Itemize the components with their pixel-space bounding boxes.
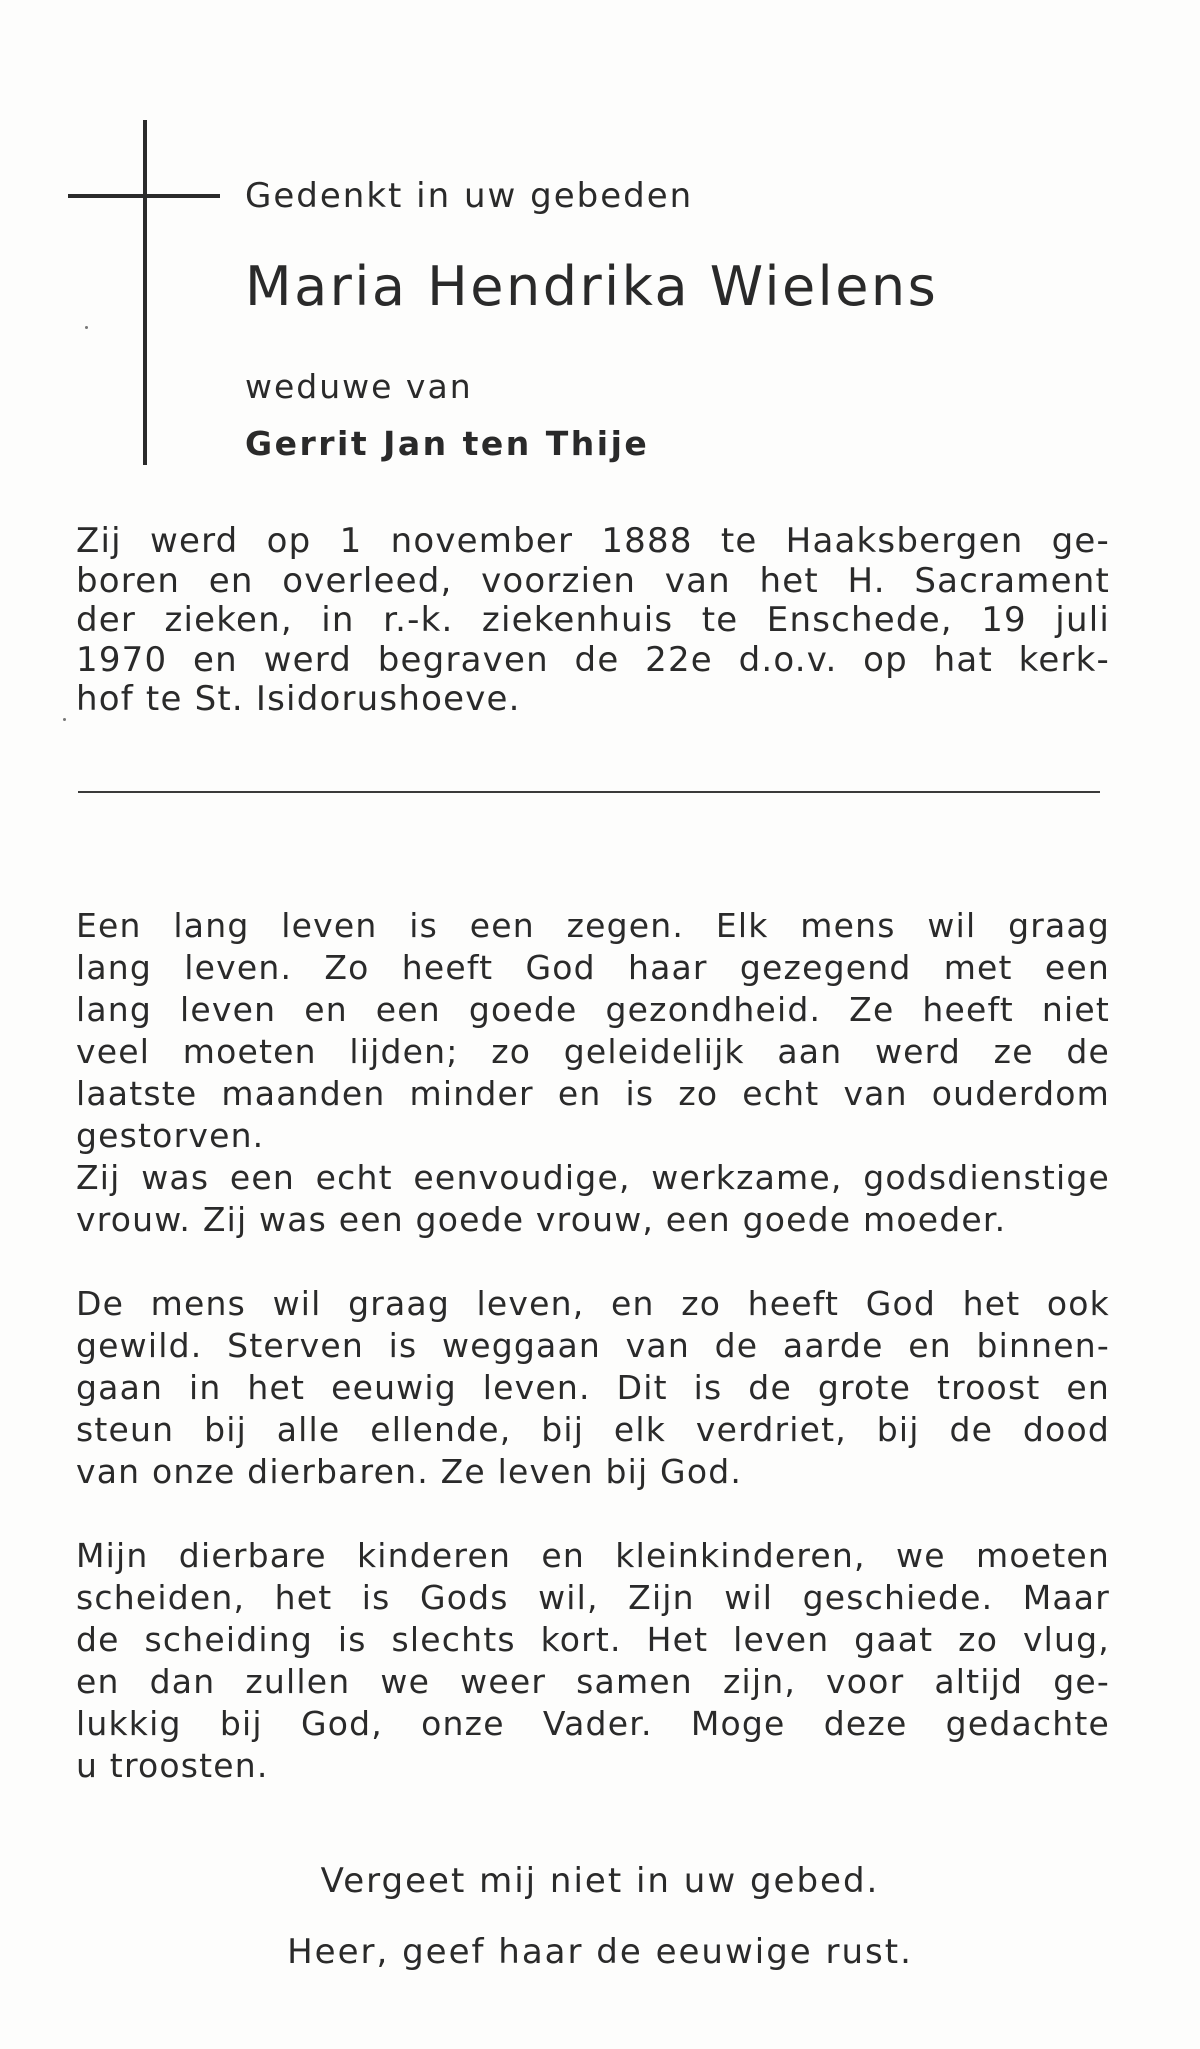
paragraph-line: vrouw. Zij was een goede vrouw, een goede moeder. xyxy=(76,1200,1007,1239)
closing-prayer-1: Vergeet mij niet in uw gebed. xyxy=(320,1861,880,1901)
cross-horizontal-bar xyxy=(68,194,220,198)
bio-line: 1970 en werd begraven de 22e d.o.v. op hat kerk- xyxy=(76,639,1110,680)
bio-line: boren en overleed, voorzien van het H. Sacrament xyxy=(76,560,1110,601)
widow-label: weduwe van xyxy=(245,367,473,406)
deceased-name: Maria Hendrika Wielens xyxy=(245,255,939,318)
paragraph-line: Een lang leven is een zegen. Elk mens wil graag xyxy=(76,906,1110,945)
paragraph-line: van onze dierbaren. Ze leven bij God. xyxy=(76,1452,743,1491)
paragraph-line: lang leven en een goede gezondheid. Ze heeft niet xyxy=(76,990,1110,1029)
bio-line: hof te St. Isidorushoeve. xyxy=(76,679,521,719)
paragraph-line: de scheiding is slechts kort. Het leven gaat zo vlug, xyxy=(76,1620,1110,1659)
bio-line: Zij werd op 1 november 1888 te Haaksbergen ge- xyxy=(76,521,1110,561)
paragraph-line: De mens wil graag leven, en zo heeft God het ook xyxy=(76,1284,1110,1323)
paragraph-line: Zij was een echt eenvoudige, werkzame, godsdienstige xyxy=(76,1158,1110,1197)
paragraph-line: gaan in het eeuwig leven. Dit is de grote troost en xyxy=(76,1368,1110,1407)
husband-name: Gerrit Jan ten Thije xyxy=(245,424,650,463)
intro-text: Gedenkt in uw gebeden xyxy=(245,176,694,216)
paragraph-line: u troosten. xyxy=(76,1746,269,1785)
paragraph-line: lukkig bij God, onze Vader. Moge deze gedachte xyxy=(76,1704,1110,1743)
paragraph-line: Mijn dierbare kinderen en kleinkinderen, we moeten xyxy=(76,1536,1110,1575)
paragraph xyxy=(76,1535,1110,1787)
paragraph-line: lang leven. Zo heeft God haar gezegend met een xyxy=(76,948,1110,987)
divider-line xyxy=(78,791,1100,793)
paper-speck xyxy=(63,718,66,721)
paragraph-line: veel moeten lijden; zo geleidelijk aan werd ze de xyxy=(76,1032,1110,1071)
bio-line: der zieken, in r.-k. ziekenhuis te Enschede, 19 juli xyxy=(76,600,1110,640)
paragraph-line: scheiden, het is Gods wil, Zijn wil geschiede. Maar xyxy=(76,1578,1110,1617)
paragraph xyxy=(76,1283,1110,1493)
cross-vertical-bar xyxy=(143,120,147,465)
paragraph xyxy=(76,905,1110,1241)
paragraph-line: gewild. Sterven is weggaan van de aarde en binnen- xyxy=(76,1326,1110,1365)
biography xyxy=(76,522,1110,720)
paragraph-line: gestorven. xyxy=(76,1116,265,1155)
paragraph-line: steun bij alle ellende, bij elk verdriet, bij de dood xyxy=(76,1410,1110,1449)
paragraph-line: laatste maanden minder en is zo echt van ouderdom xyxy=(76,1074,1110,1113)
reflection-text xyxy=(76,905,1110,1829)
paragraph-line: en dan zullen we weer samen zijn, voor altijd ge- xyxy=(76,1662,1110,1701)
closing-prayer-2: Heer, geef haar de eeuwige rust. xyxy=(287,1932,913,1972)
paper-speck xyxy=(85,326,88,329)
